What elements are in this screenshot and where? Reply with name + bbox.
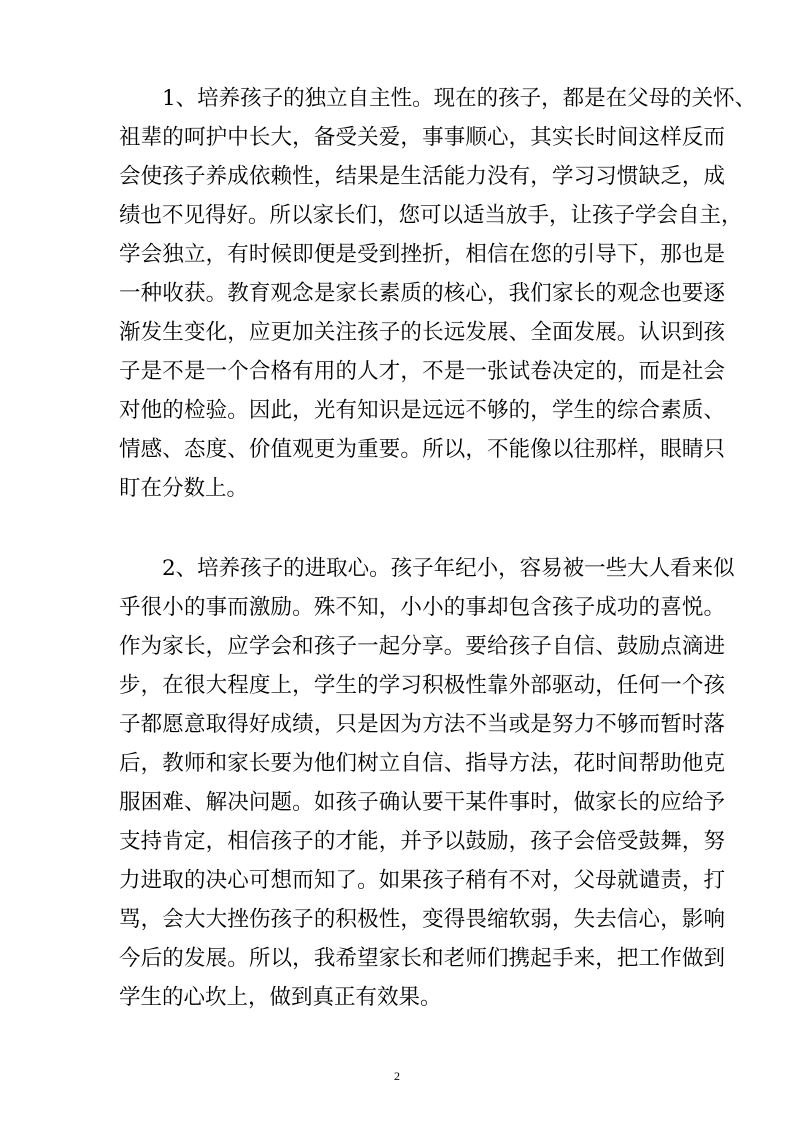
- text-line: 1、培养孩子的独立自主性。现在的孩子，都是在父母的关怀、: [162, 86, 757, 111]
- text-line: 绩也不见得好。所以家长们，您可以适当放手，让孩子学会自主，: [119, 203, 743, 228]
- text-line: 力进取的决心可想而知了。如果孩子稍有不对，父母就谴责，打: [119, 868, 725, 893]
- text-line: 支持肯定，相信孩子的才能，并予以鼓励，孩子会倍受鼓舞，努: [119, 829, 725, 854]
- page-number: 2: [394, 1069, 400, 1083]
- paragraph: [119, 549, 735, 1017]
- text-line: 祖辈的呵护中长大，备受关爱，事事顺心，其实长时间这样反而: [119, 125, 725, 150]
- text-line: 会使孩子养成依赖性，结果是生活能力没有，学习习惯缺乏，成: [119, 164, 725, 189]
- text-line: 骂，会大大挫伤孩子的积极性，变得畏缩软弱，失去信心，影响: [119, 907, 725, 932]
- text-line: 情感、态度、价值观更为重要。所以，不能像以往那样，眼睛只: [119, 437, 725, 462]
- text-line: 2、培养孩子的进取心。孩子年纪小，容易被一些大人看来似: [162, 556, 735, 581]
- text-line: 子都愿意取得好成绩，只是因为方法不当或是努力不够而暂时落: [119, 712, 725, 737]
- text-line: 渐发生变化，应更加关注孩子的长远发展、全面发展。认识到孩: [119, 320, 725, 345]
- text-line: 今后的发展。所以，我希望家长和老师们携起手来，把工作做到: [119, 946, 725, 971]
- text-line: 盯在分数上。: [119, 476, 249, 501]
- text-line: 作为家长，应学会和孩子一起分享。要给孩子自信、鼓励点滴进: [119, 634, 725, 659]
- text-line: 乎很小的事而激励。殊不知，小小的事却包含孩子成功的喜悦。: [119, 595, 725, 620]
- paragraph: [119, 79, 757, 508]
- text-line: 对他的检验。因此，光有知识是远远不够的，学生的综合素质、: [119, 398, 725, 423]
- text-line: 子是不是一个合格有用的人才，不是一张试卷决定的，而是社会: [119, 359, 725, 384]
- text-line: 步，在很大程度上，学生的学习积极性靠外部驱动，任何一个孩: [119, 673, 725, 698]
- text-line: 后，教师和家长要为他们树立自信、指导方法，花时间帮助他克: [119, 751, 725, 776]
- text-line: 学生的心坎上，做到真正有效果。: [119, 985, 442, 1010]
- text-line: 服困难、解决问题。如孩子确认要干某件事时，做家长的应给予: [119, 790, 725, 815]
- text-line: 一种收获。教育观念是家长素质的核心，我们家长的观念也要逐: [119, 281, 725, 306]
- text-line: 学会独立，有时候即便是受到挫折，相信在您的引导下，那也是: [119, 242, 725, 267]
